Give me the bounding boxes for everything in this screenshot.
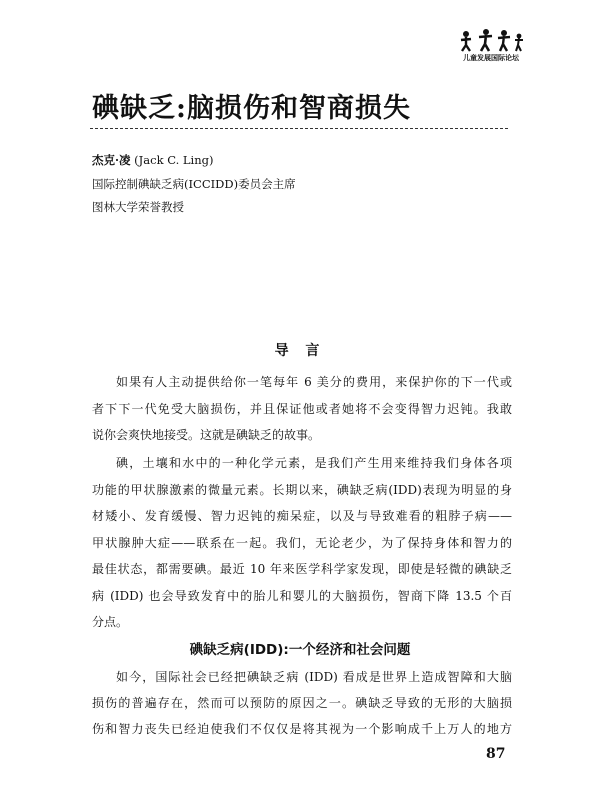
paragraph-line: 病 (IDD) 也会导致发育中的胎儿和婴儿的大脑损伤，智商下降 13.5 个百 [92,589,512,603]
paragraph-line: 碘，土壤和水中的一种化学元素，是我们产生用来维持我们身体各项 [116,456,512,470]
title-divider [90,128,508,129]
paragraph-line: 说你会爽快地接受。这就是碘缺乏的故事。 [92,428,321,442]
paragraph-line: 如果有人主动提供给你一笔每年 6 美分的费用，来保护你的下一代或 [116,375,512,389]
paragraph-line: 如今，国际社会已经把碘缺乏病 (IDD) 看成是世界上造成智障和大脑 [116,670,512,684]
author-name-cn: 杰克·凌 [92,153,131,167]
paragraph-line: 甲状腺肿大症——联系在一起。我们，无论老少，为了保持身体和智力的 [92,536,512,550]
paragraph-line: 伤和智力丧失已经迫使我们不仅仅是将其视为一个影响成千上万人的地方 [92,722,512,736]
article-title: 碘缺乏:脑损伤和智商损失 [92,93,411,124]
subsection-heading: 碘缺乏病(IDD):一个经济和社会问题 [189,642,411,658]
paragraph-line: 功能的甲状腺激素的微量元素。长期以来，碘缺乏病(IDD)表现为明显的身 [92,483,512,497]
logo-caption: 儿童发展国际论坛 [463,54,519,62]
section-heading: 导 言 [274,343,326,359]
paragraph-line: 材矮小、发育缓慢、智力迟钝的痴呆症，以及与导致难看的粗脖子病—— [92,509,512,523]
author-line [92,152,213,168]
paragraph-line: 分点。 [92,615,129,629]
publication-logo [436,28,546,82]
paragraph-line: 最佳状态，都需要碘。最近 10 年来医学科学家发现，即使是轻微的碘缺乏 [92,562,512,576]
paragraph-line: 者下下一代免受大脑损伤，并且保证他或者她将不会变得智力迟钝。我敢 [92,402,512,416]
author-affiliation: 国际控制碘缺乏病(ICCIDD)委员会主席 [92,177,296,191]
author-position: 图林大学荣誉教授 [92,200,184,214]
children-figures-icon [456,28,526,52]
page-number: 87 [486,746,506,762]
author-name-en: (Jack C. Ling) [134,153,214,167]
paragraph-line: 损伤的普遍存在，然而可以预防的原因之一。碘缺乏导致的无形的大脑损 [92,696,512,710]
